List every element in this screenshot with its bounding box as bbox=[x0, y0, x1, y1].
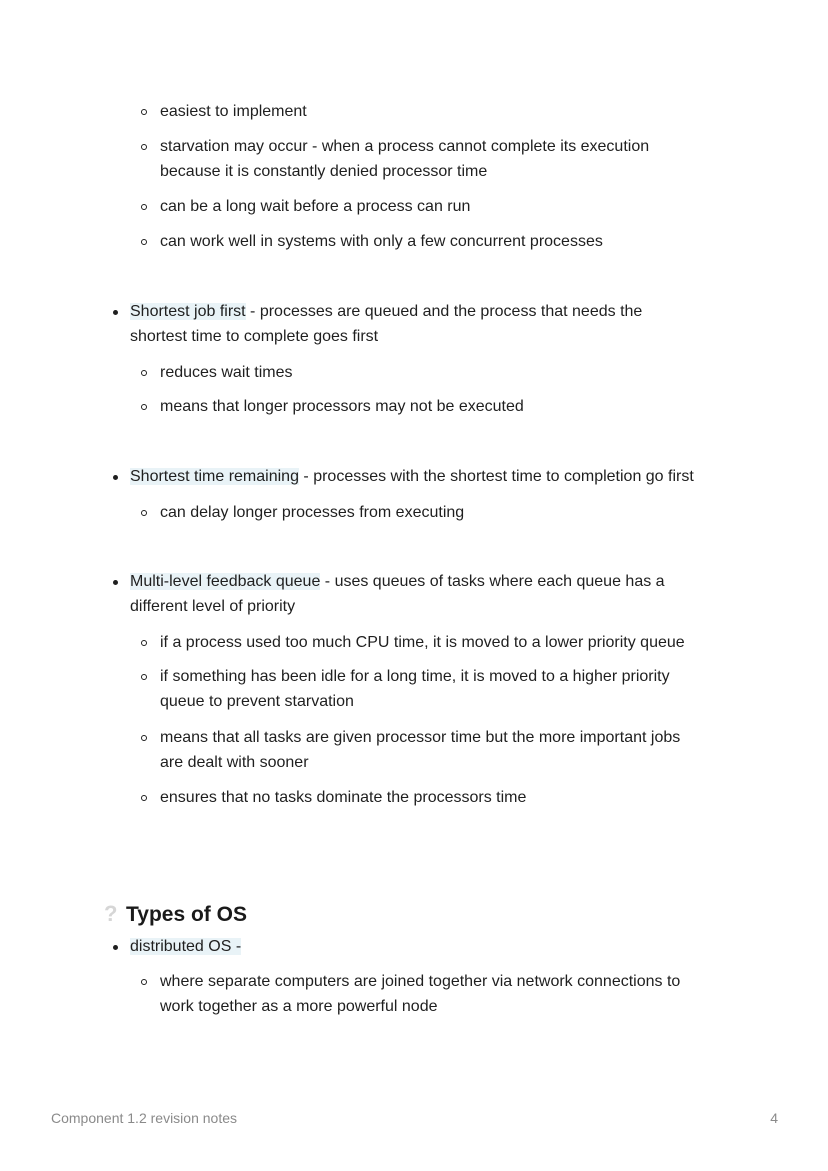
term-highlight: Shortest job first bbox=[130, 303, 246, 320]
list-item: means that all tasks are given processor time but the more important jobs bbox=[160, 729, 681, 746]
list-item: if something has been idle for a long time, it is moved to a higher priority bbox=[160, 668, 670, 685]
term-description: - processes are queued and the process that needs the bbox=[245, 303, 643, 320]
footer-title: Component 1.2 revision notes bbox=[51, 1110, 237, 1126]
list-item: can be a long wait before a process can run bbox=[160, 198, 471, 215]
list-item-sjf bbox=[130, 302, 642, 322]
bullet bbox=[113, 580, 118, 585]
list-item-continuation: queue to prevent starvation bbox=[160, 693, 354, 710]
bullet bbox=[113, 310, 118, 315]
list-item: where separate computers are joined together via network connections to bbox=[160, 973, 681, 990]
sub-bullet bbox=[141, 239, 147, 245]
list-item-continuation: because it is constantly denied processor time bbox=[160, 163, 488, 180]
list-item: if a process used too much CPU time, it is moved to a lower priority queue bbox=[160, 634, 685, 651]
sub-bullet bbox=[141, 510, 147, 516]
sub-bullet bbox=[141, 144, 147, 150]
sub-bullet bbox=[141, 674, 147, 680]
list-item-distributed-os bbox=[130, 937, 241, 957]
term-highlight: distributed OS - bbox=[130, 938, 242, 955]
list-item: reduces wait times bbox=[160, 364, 293, 381]
list-item: can work well in systems with only a few concurrent processes bbox=[160, 233, 603, 250]
list-item: can delay longer processes from executing bbox=[160, 504, 465, 521]
sub-bullet bbox=[141, 404, 147, 410]
sub-bullet bbox=[141, 204, 147, 210]
list-item-srt bbox=[130, 467, 694, 487]
sub-bullet bbox=[141, 640, 147, 646]
term-highlight: Multi-level feedback queue bbox=[130, 573, 321, 590]
page-number: 4 bbox=[770, 1110, 778, 1126]
sub-bullet bbox=[141, 370, 147, 376]
list-item: easiest to implement bbox=[160, 103, 307, 120]
term-description: - processes with the shortest time to completion go first bbox=[298, 468, 694, 485]
bullet bbox=[113, 475, 118, 480]
sub-bullet bbox=[141, 979, 147, 985]
list-item-mlfq bbox=[130, 572, 665, 592]
list-item-continuation: are dealt with sooner bbox=[160, 754, 309, 771]
section-heading bbox=[104, 900, 247, 928]
list-item: ensures that no tasks dominate the processors time bbox=[160, 789, 527, 806]
list-item: starvation may occur - when a process cannot complete its execution bbox=[160, 138, 650, 155]
bullet bbox=[113, 945, 118, 950]
sub-bullet bbox=[141, 109, 147, 115]
section-heading-text: Types of OS bbox=[126, 903, 247, 926]
sub-bullet bbox=[141, 735, 147, 741]
sub-bullet bbox=[141, 795, 147, 801]
question-mark-icon: ? bbox=[104, 901, 118, 926]
term-highlight: Shortest time remaining bbox=[130, 468, 299, 485]
list-item-continuation: shortest time to complete goes first bbox=[130, 328, 379, 345]
list-item: means that longer processors may not be executed bbox=[160, 398, 524, 415]
list-item-continuation: work together as a more powerful node bbox=[160, 998, 438, 1015]
list-item-continuation: different level of priority bbox=[130, 598, 296, 615]
term-description: - uses queues of tasks where each queue has a bbox=[320, 573, 665, 590]
